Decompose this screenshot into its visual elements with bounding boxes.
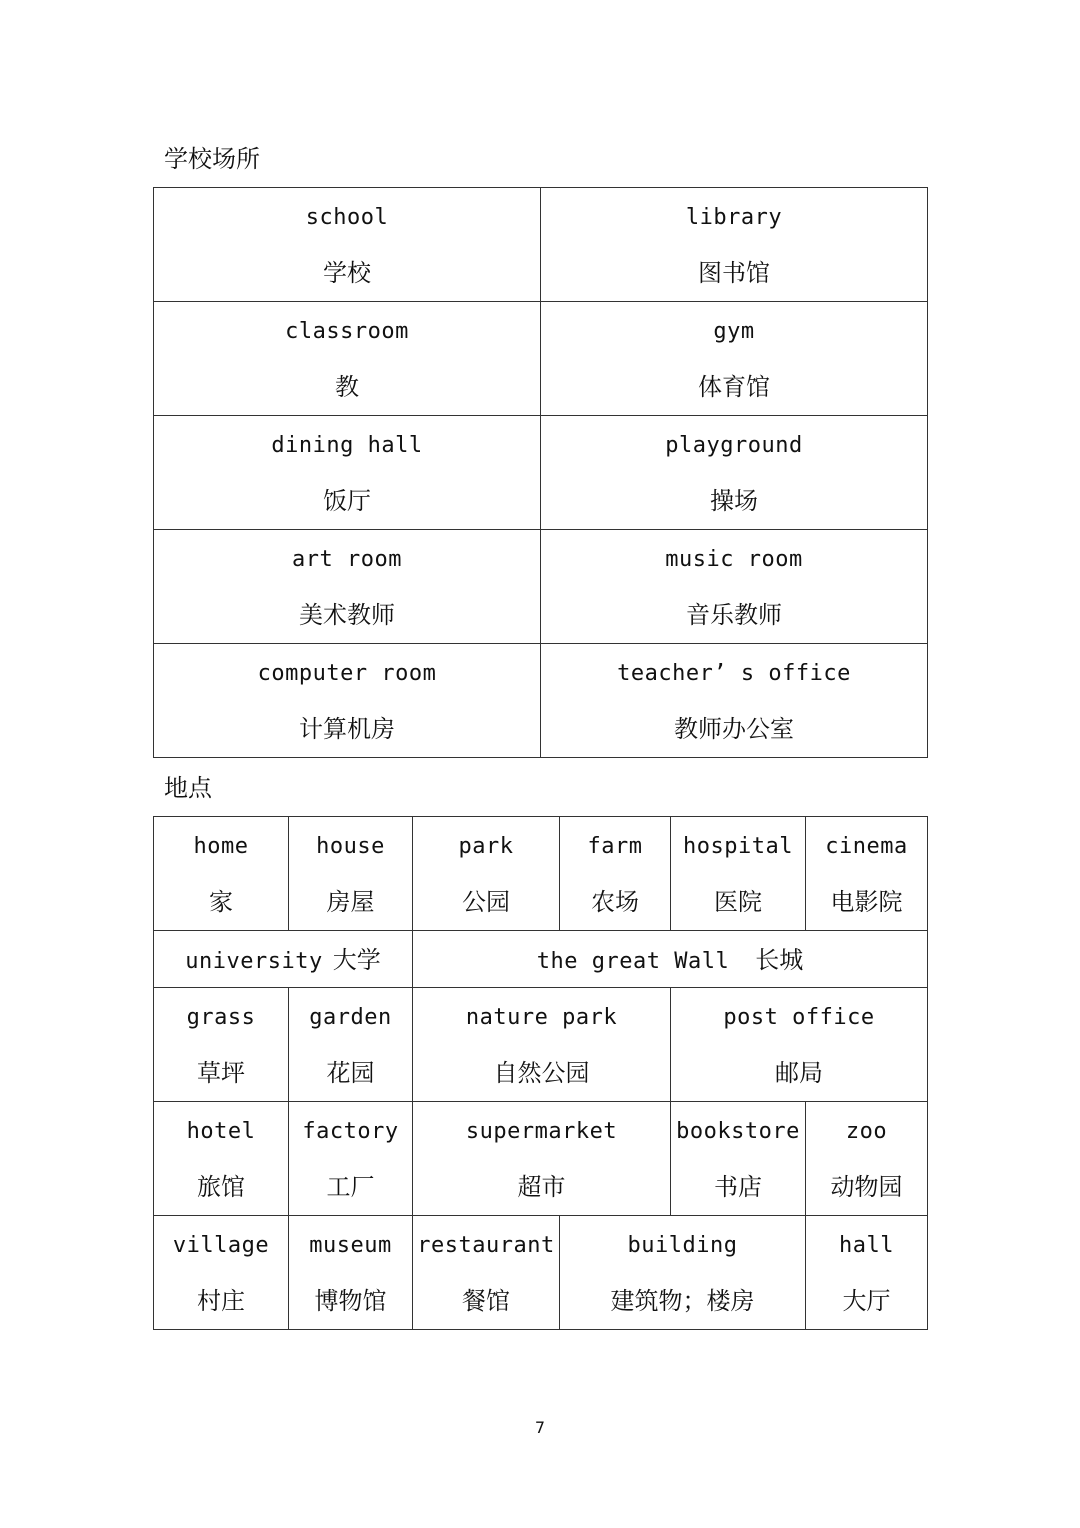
english-word: gym (713, 319, 755, 344)
chinese-word: 大厅 (842, 1287, 891, 1315)
english-word: zoo (845, 1119, 888, 1144)
english-word: home (193, 834, 249, 859)
english-word: music room (665, 547, 803, 572)
english-word: playground (665, 433, 803, 458)
english-word: post office (723, 1005, 875, 1030)
english-word: teacher’ s office (617, 661, 851, 686)
chinese-word: 动物园 (830, 1173, 903, 1201)
english-word: university (185, 949, 323, 974)
chinese-word: 自然公园 (493, 1059, 590, 1087)
chinese-word: 教 (335, 373, 359, 401)
chinese-word: 医院 (714, 888, 762, 916)
chinese-word: 建筑物；楼房 (610, 1287, 755, 1315)
vocab-cell (154, 988, 289, 1102)
english-word: park (458, 834, 514, 859)
vocab-cell (413, 1102, 671, 1216)
english-word: garden (309, 1005, 392, 1030)
vocab-cell (154, 530, 541, 644)
chinese-word: 电影院 (830, 888, 903, 916)
table-row (154, 988, 928, 1102)
chinese-word: 餐馆 (462, 1287, 510, 1315)
english-word: supermarket (465, 1119, 618, 1144)
english-word: classroom (285, 319, 409, 344)
english-word: school (305, 205, 389, 230)
chinese-word: 体育馆 (698, 373, 770, 401)
chinese-word: 家 (209, 888, 233, 916)
chinese-word: 旅馆 (197, 1173, 245, 1201)
chinese-word: 书店 (714, 1173, 762, 1201)
english-word: grass (186, 1005, 256, 1030)
page-number: 7 (534, 1418, 546, 1437)
vocab-cell (154, 302, 541, 416)
section-title-places: 地点 (164, 774, 212, 802)
chinese-word: 长城 (755, 946, 804, 974)
chinese-word: 房屋 (326, 888, 375, 916)
table-row (154, 302, 928, 416)
english-word: dining hall (271, 433, 423, 458)
chinese-word: 超市 (517, 1173, 566, 1201)
vocab-cell (560, 817, 671, 931)
vocab-cell (806, 817, 928, 931)
english-word: bookstore (676, 1119, 800, 1144)
chinese-word: 工厂 (326, 1173, 375, 1201)
vocab-cell (560, 1216, 806, 1330)
places-table (153, 816, 928, 1330)
english-word: house (316, 834, 385, 859)
english-word: building (627, 1233, 738, 1258)
vocab-cell (541, 530, 928, 644)
chinese-word: 花园 (326, 1059, 375, 1087)
vocab-cell (154, 416, 541, 530)
table-row (154, 188, 928, 302)
vocab-pair (154, 945, 412, 977)
chinese-word: 图书馆 (698, 259, 770, 287)
chinese-word: 博物馆 (314, 1287, 387, 1315)
vocab-cell (541, 416, 928, 530)
vocab-cell (289, 1216, 413, 1330)
english-word: farm (587, 834, 643, 859)
chinese-word: 音乐教师 (686, 601, 782, 629)
table-row (154, 416, 928, 530)
vocab-cell (541, 188, 928, 302)
english-word: computer room (257, 661, 437, 686)
table-row (154, 1216, 928, 1330)
vocab-cell (671, 817, 806, 931)
table-row (154, 931, 928, 988)
vocab-cell (154, 931, 413, 988)
english-word: art room (292, 547, 402, 572)
vocab-cell (154, 1102, 289, 1216)
vocab-cell (671, 1102, 806, 1216)
vocab-cell (413, 1216, 560, 1330)
vocab-cell (154, 817, 289, 931)
english-word: hotel (186, 1119, 256, 1144)
english-word: hall (839, 1233, 894, 1258)
table-row (154, 644, 928, 758)
chinese-word: 操场 (710, 487, 758, 515)
chinese-word: 公园 (462, 888, 510, 916)
english-word: cinema (825, 834, 908, 859)
chinese-word: 草坪 (197, 1059, 245, 1087)
vocab-cell (289, 1102, 413, 1216)
chinese-word: 美术教师 (299, 601, 395, 629)
english-word: factory (302, 1119, 399, 1144)
table-row (154, 530, 928, 644)
english-word: village (172, 1233, 270, 1258)
vocab-cell (289, 988, 413, 1102)
table-row (154, 1102, 928, 1216)
english-word: hospital (683, 834, 793, 859)
chinese-word: 农场 (591, 888, 639, 916)
english-word: library (685, 205, 783, 230)
vocab-cell (413, 817, 560, 931)
english-word: restaurant (417, 1233, 555, 1258)
vocab-cell (154, 188, 541, 302)
vocab-cell (806, 1216, 928, 1330)
chinese-word: 学校 (323, 259, 371, 287)
vocab-cell (154, 644, 541, 758)
school-places-table (153, 187, 928, 758)
vocab-cell (289, 817, 413, 931)
vocab-cell (541, 302, 928, 416)
vocab-cell (413, 988, 671, 1102)
table-row (154, 817, 928, 931)
chinese-word: 教师办公室 (674, 715, 794, 743)
vocab-cell (806, 1102, 928, 1216)
vocab-pair (413, 945, 927, 977)
vocab-cell (541, 644, 928, 758)
section-title-school-places: 学校场所 (164, 145, 260, 173)
chinese-word: 邮局 (775, 1059, 823, 1087)
vocab-cell (154, 1216, 289, 1330)
chinese-word: 计算机房 (299, 715, 395, 743)
english-word: the great Wall (536, 949, 730, 974)
chinese-word: 村庄 (197, 1287, 245, 1315)
chinese-word: 饭厅 (323, 487, 371, 515)
chinese-word: 大学 (332, 946, 381, 974)
vocab-cell (413, 931, 928, 988)
english-word: museum (309, 1233, 392, 1258)
english-word: nature park (465, 1005, 618, 1030)
vocab-cell (671, 988, 928, 1102)
